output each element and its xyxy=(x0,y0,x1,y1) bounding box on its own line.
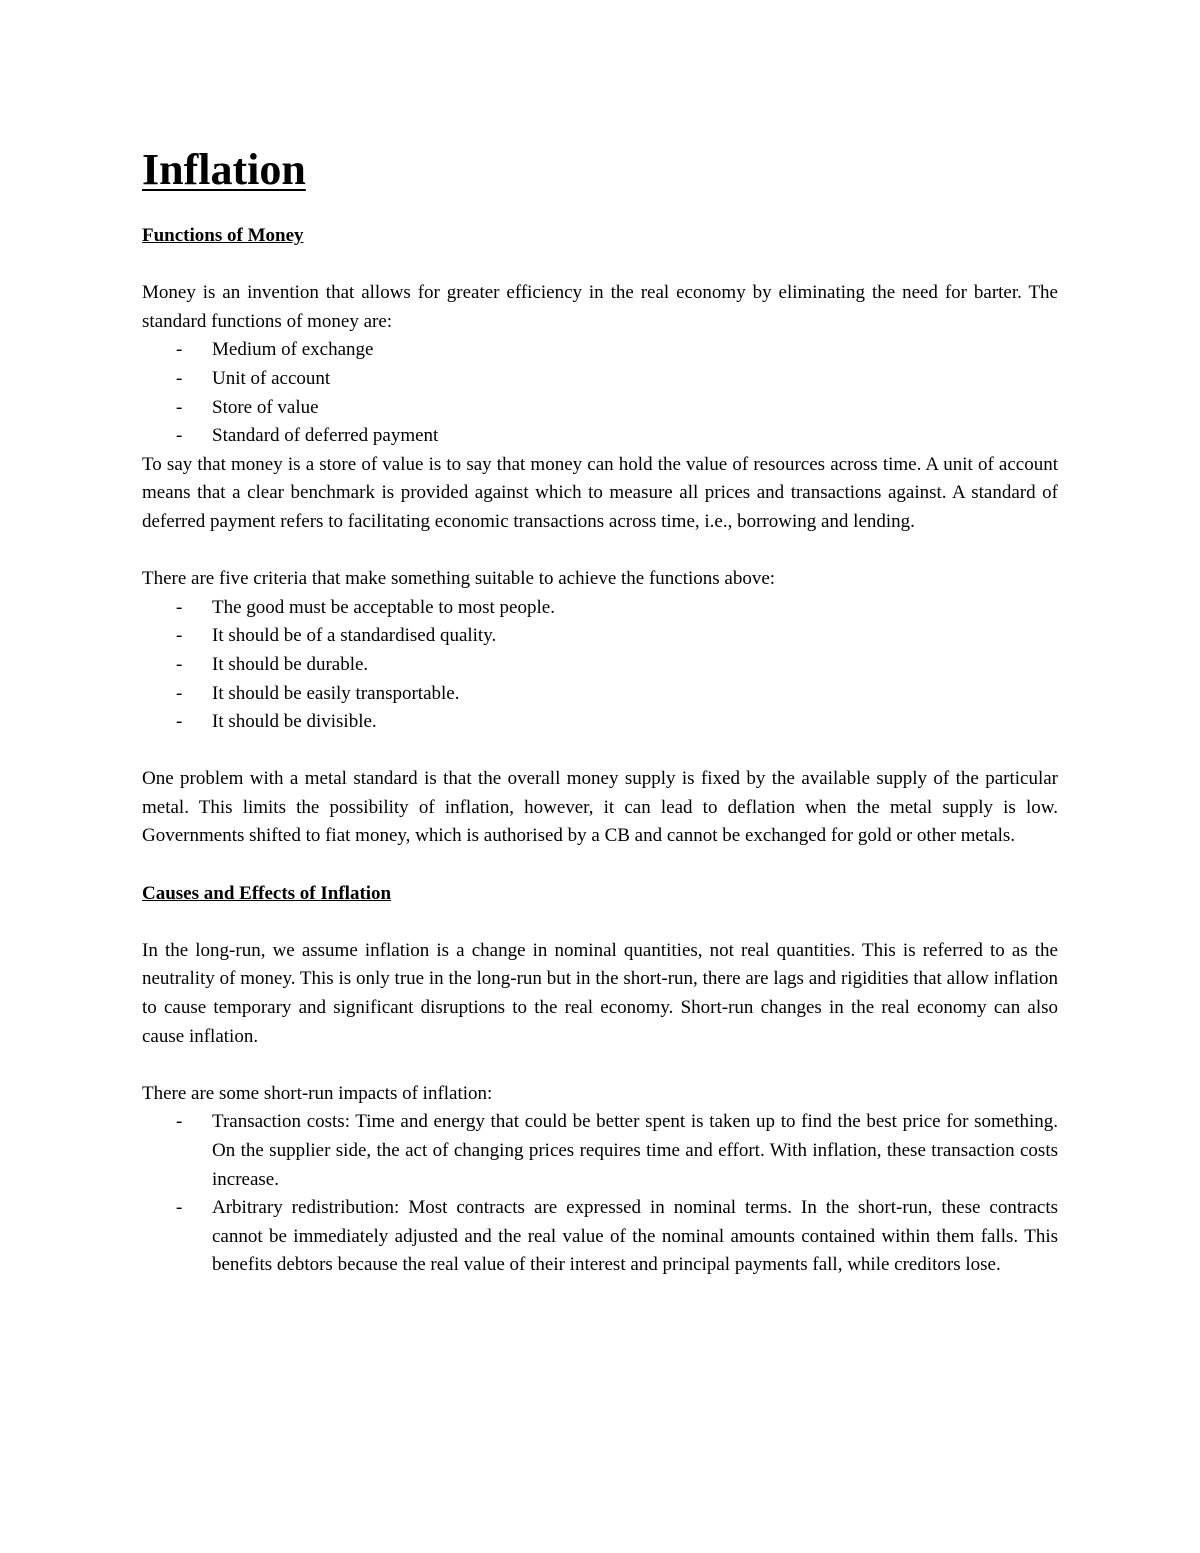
spacer xyxy=(142,537,1058,566)
spacer xyxy=(142,737,1058,766)
spacer xyxy=(142,851,1058,880)
paragraph-criteria-intro: There are five criteria that make something suitable to achieve the functions above: xyxy=(142,568,776,590)
paragraph-neutrality: In the long-run, we assume inflation is a change in nominal quantities, not real quantities. This is referred to as the neutrality of money. This is only true in the long-run but in the short-run, there are lags and rigidities that allow inflation to cause temporary and significant disruptions to the real economy. Short-run changes in the real economy can also cause inflation. xyxy=(142,939,1058,1047)
dash-bullet: - xyxy=(176,425,183,447)
list-item: - It should be durable. xyxy=(142,651,1058,680)
functions-list xyxy=(142,336,1058,450)
spacer xyxy=(142,908,1058,937)
dash-bullet: - xyxy=(176,367,183,389)
list-item: - It should be of a standardised quality. xyxy=(142,622,1058,651)
dash-bullet: - xyxy=(176,711,183,733)
list-item: - Arbitrary redistribution: Most contracts are expressed in nominal terms. In the short-run, these contracts cannot be immediately adjusted and the real value of the nominal amounts contained within them falls. This benefits debtors because the real value of their interest and principal payments fall, while creditors lose. xyxy=(142,1194,1058,1280)
dash-bullet: - xyxy=(176,682,183,704)
list-item: - The good must be acceptable to most people. xyxy=(142,594,1058,623)
dash-bullet: - xyxy=(176,339,183,361)
list-item: - Unit of account xyxy=(142,365,1058,394)
list-item: - It should be divisible. xyxy=(142,708,1058,737)
paragraph-money-intro: Money is an invention that allows for greater efficiency in the real economy by eliminating the need for barter. The standard functions of money are: xyxy=(142,282,1058,332)
list-item: - It should be easily transportable. xyxy=(142,680,1058,709)
dash-bullet: - xyxy=(176,596,183,618)
criteria-list xyxy=(142,594,1058,737)
list-item: - Store of value xyxy=(142,394,1058,423)
list-item: - Medium of exchange xyxy=(142,336,1058,365)
paragraph-metal-standard: One problem with a metal standard is that the overall money supply is fixed by the available supply of the particular metal. This limits the possibility of inflation, however, it can lead to deflation when the metal supply is low. Governments shifted to fiat money, which is authorised by a CB and cannot be exchanged for gold or other metals. xyxy=(142,768,1058,847)
dash-bullet: - xyxy=(176,396,183,418)
dash-bullet: - xyxy=(176,1111,183,1133)
paragraph-functions-explanation: To say that money is a store of value is to say that money can hold the value of resources across time. A unit of account means that a clear benchmark is provided against which to measure all prices and transactions against. A standard of deferred payment refers to facilitating economic transactions across time, i.e., borrowing and lending. xyxy=(142,453,1058,532)
document-title: Inflation xyxy=(142,145,306,194)
section-heading-functions-of-money: Functions of Money xyxy=(142,225,304,246)
dash-bullet: - xyxy=(176,625,183,647)
spacer xyxy=(142,251,1058,280)
impacts-list xyxy=(142,1108,1058,1280)
section-heading-causes-and-effects: Causes and Effects of Inflation xyxy=(142,882,392,904)
list-item: - Transaction costs: Time and energy that could be better spent is taken up to find the best price for something. On the supplier side, the act of changing prices requires time and effort. With inflation, these transaction costs increase. xyxy=(142,1108,1058,1194)
document-page xyxy=(142,140,1058,1280)
paragraph-impacts-intro: There are some short-run impacts of inflation: xyxy=(142,1082,493,1104)
dash-bullet: - xyxy=(176,653,183,675)
list-item: - Standard of deferred payment xyxy=(142,422,1058,451)
spacer xyxy=(142,1051,1058,1080)
dash-bullet: - xyxy=(176,1197,183,1219)
